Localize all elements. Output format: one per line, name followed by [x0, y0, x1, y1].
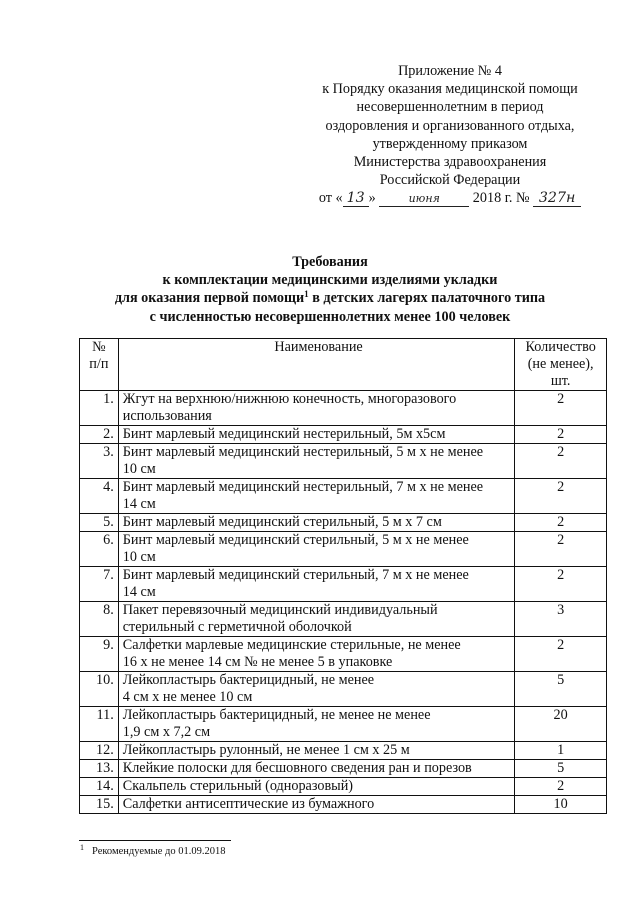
item-name-line: Пакет перевязочный медицинский индивидуальный: [122, 602, 438, 618]
table-row: [80, 444, 607, 479]
table-row: [80, 532, 607, 567]
row-number: 7.: [80, 567, 119, 602]
table-row: [80, 391, 607, 426]
row-item-name: [118, 760, 515, 778]
table-row: [80, 742, 607, 760]
item-name-line: 14 см: [122, 496, 156, 512]
row-number: 8.: [80, 602, 119, 637]
footnote-text: Рекомендуемые до 01.09.2018: [92, 846, 226, 857]
row-quantity: 2: [515, 391, 607, 426]
date-year: 2018 г. №: [472, 190, 530, 207]
item-name-line: 1,9 см х 7,2 см: [122, 724, 211, 740]
row-number: 1.: [80, 391, 119, 426]
date-prefix: от «: [318, 190, 343, 207]
footnote: [80, 845, 225, 858]
footnote-ref: 1: [304, 289, 309, 300]
title-line: [60, 289, 600, 307]
row-item-name: [118, 532, 515, 567]
header-text: №: [92, 339, 106, 355]
title-line: к комплектации медицинскими изделиями укладки: [162, 272, 498, 289]
row-item-name: [118, 567, 515, 602]
item-name-line: 4 см х не менее 10 см: [122, 689, 253, 705]
row-number: 4.: [80, 479, 119, 514]
row-number: 10.: [80, 672, 119, 707]
row-quantity: 10: [515, 796, 607, 814]
row-number: 15.: [80, 796, 119, 814]
row-quantity: 20: [515, 707, 607, 742]
item-name-line: Салфетки марлевые медицинские стерильные, не менее: [122, 637, 461, 653]
appendix-line: Российской Федерации: [379, 172, 521, 189]
table-row: [80, 602, 607, 637]
table-row: [80, 637, 607, 672]
item-name-line: Скальпель стерильный (одноразовый): [122, 778, 354, 794]
table-row: [80, 707, 607, 742]
table-row: [80, 479, 607, 514]
item-name-line: Бинт марлевый медицинский нестерильный, 5 м х не менее: [122, 444, 484, 460]
appendix-line: оздоровления и организованного отдыха,: [325, 117, 575, 134]
row-item-name: [118, 391, 515, 426]
item-name-line: использования: [122, 408, 212, 424]
date-month-handwritten: июня: [379, 191, 469, 207]
table-row: [80, 796, 607, 814]
appendix-header: [300, 62, 600, 208]
table-row: [80, 672, 607, 707]
row-quantity: 5: [515, 760, 607, 778]
appendix-line: к Порядку оказания медицинской помощи: [322, 81, 578, 98]
row-item-name: [118, 778, 515, 796]
row-quantity: 2: [515, 637, 607, 672]
title-line-part: для оказания первой помощи: [114, 290, 305, 307]
table-row: [80, 514, 607, 532]
table-row: [80, 778, 607, 796]
item-name-line: 16 х не менее 14 см № не менее 5 в упаковке: [122, 654, 393, 670]
item-name-line: 14 см: [122, 584, 156, 600]
footnote-mark: 1: [80, 843, 84, 852]
row-quantity: 2: [515, 567, 607, 602]
date-mid: »: [368, 190, 376, 207]
row-number: 6.: [80, 532, 119, 567]
row-number: 11.: [80, 707, 119, 742]
appendix-line: Министерства здравоохранения: [353, 154, 547, 171]
row-number: 9.: [80, 637, 119, 672]
table-row: [80, 567, 607, 602]
item-name-line: Бинт марлевый медицинский стерильный, 7 м х не менее: [122, 567, 469, 583]
header-text: п/п: [89, 356, 109, 372]
row-item-name: [118, 444, 515, 479]
title-line-part: в детских лагерях палаточного типа: [308, 290, 546, 307]
header-text: Количество: [525, 339, 596, 355]
header-qty: [515, 339, 607, 391]
row-quantity: 2: [515, 426, 607, 444]
table-header-row: [80, 339, 607, 391]
requirements-table: [79, 338, 607, 814]
title-line: с численностью несовершеннолетних менее 100 человек: [149, 308, 511, 325]
row-quantity: 3: [515, 602, 607, 637]
row-quantity: 2: [515, 778, 607, 796]
appendix-line: несовершеннолетним в период: [356, 99, 544, 116]
row-item-name: [118, 479, 515, 514]
item-name-line: 10 см: [122, 549, 156, 565]
row-number: 3.: [80, 444, 119, 479]
item-name-line: Бинт марлевый медицинский стерильный, 5 м х 7 см: [122, 514, 442, 530]
row-item-name: [118, 426, 515, 444]
row-quantity: 2: [515, 514, 607, 532]
row-quantity: 1: [515, 742, 607, 760]
item-name-line: Лейкопластырь бактерицидный, не менее не менее: [122, 707, 431, 723]
row-item-name: [118, 742, 515, 760]
item-name-line: Салфетки антисептические из бумажного: [122, 796, 375, 812]
title-heading: Требования: [292, 254, 368, 270]
appendix-title: Приложение № 4: [398, 63, 502, 79]
row-quantity: 2: [515, 479, 607, 514]
row-quantity: 5: [515, 672, 607, 707]
header-text: шт.: [550, 373, 571, 389]
appendix-line: утвержденному приказом: [372, 135, 528, 152]
row-item-name: [118, 602, 515, 637]
order-number-handwritten: 327н: [533, 191, 581, 207]
document-title: [60, 253, 600, 326]
header-name: Наименование: [118, 339, 515, 391]
date-day-handwritten: 13: [343, 191, 369, 207]
item-name-line: Жгут на верхнюю/нижнюю конечность, многоразового: [122, 391, 457, 407]
footnote-divider: [79, 840, 231, 841]
row-number: 12.: [80, 742, 119, 760]
table-row: [80, 426, 607, 444]
item-name-line: Лейкопластырь рулонный, не менее 1 см х 25 м: [122, 742, 410, 758]
order-date-line: [300, 189, 600, 207]
row-item-name: [118, 514, 515, 532]
row-number: 13.: [80, 760, 119, 778]
header-text: (не менее),: [527, 356, 594, 372]
item-name-line: Бинт марлевый медицинский стерильный, 5 м х не менее: [122, 532, 469, 548]
item-name-line: Бинт марлевый медицинский нестерильный, 7 м х не менее: [122, 479, 484, 495]
item-name-line: Бинт марлевый медицинский нестерильный, 5м х5см: [122, 426, 446, 442]
row-number: 14.: [80, 778, 119, 796]
row-number: 5.: [80, 514, 119, 532]
row-item-name: [118, 707, 515, 742]
row-quantity: 2: [515, 532, 607, 567]
item-name-line: Клейкие полоски для бесшовного сведения ран и порезов: [122, 760, 472, 776]
item-name-line: Лейкопластырь бактерицидный, не менее: [122, 672, 375, 688]
row-item-name: [118, 796, 515, 814]
row-quantity: 2: [515, 444, 607, 479]
row-number: 2.: [80, 426, 119, 444]
row-item-name: [118, 637, 515, 672]
item-name-line: стерильный с герметичной оболочкой: [122, 619, 352, 635]
row-item-name: [118, 672, 515, 707]
table-row: [80, 760, 607, 778]
item-name-line: 10 см: [122, 461, 156, 477]
header-num: [80, 339, 119, 391]
